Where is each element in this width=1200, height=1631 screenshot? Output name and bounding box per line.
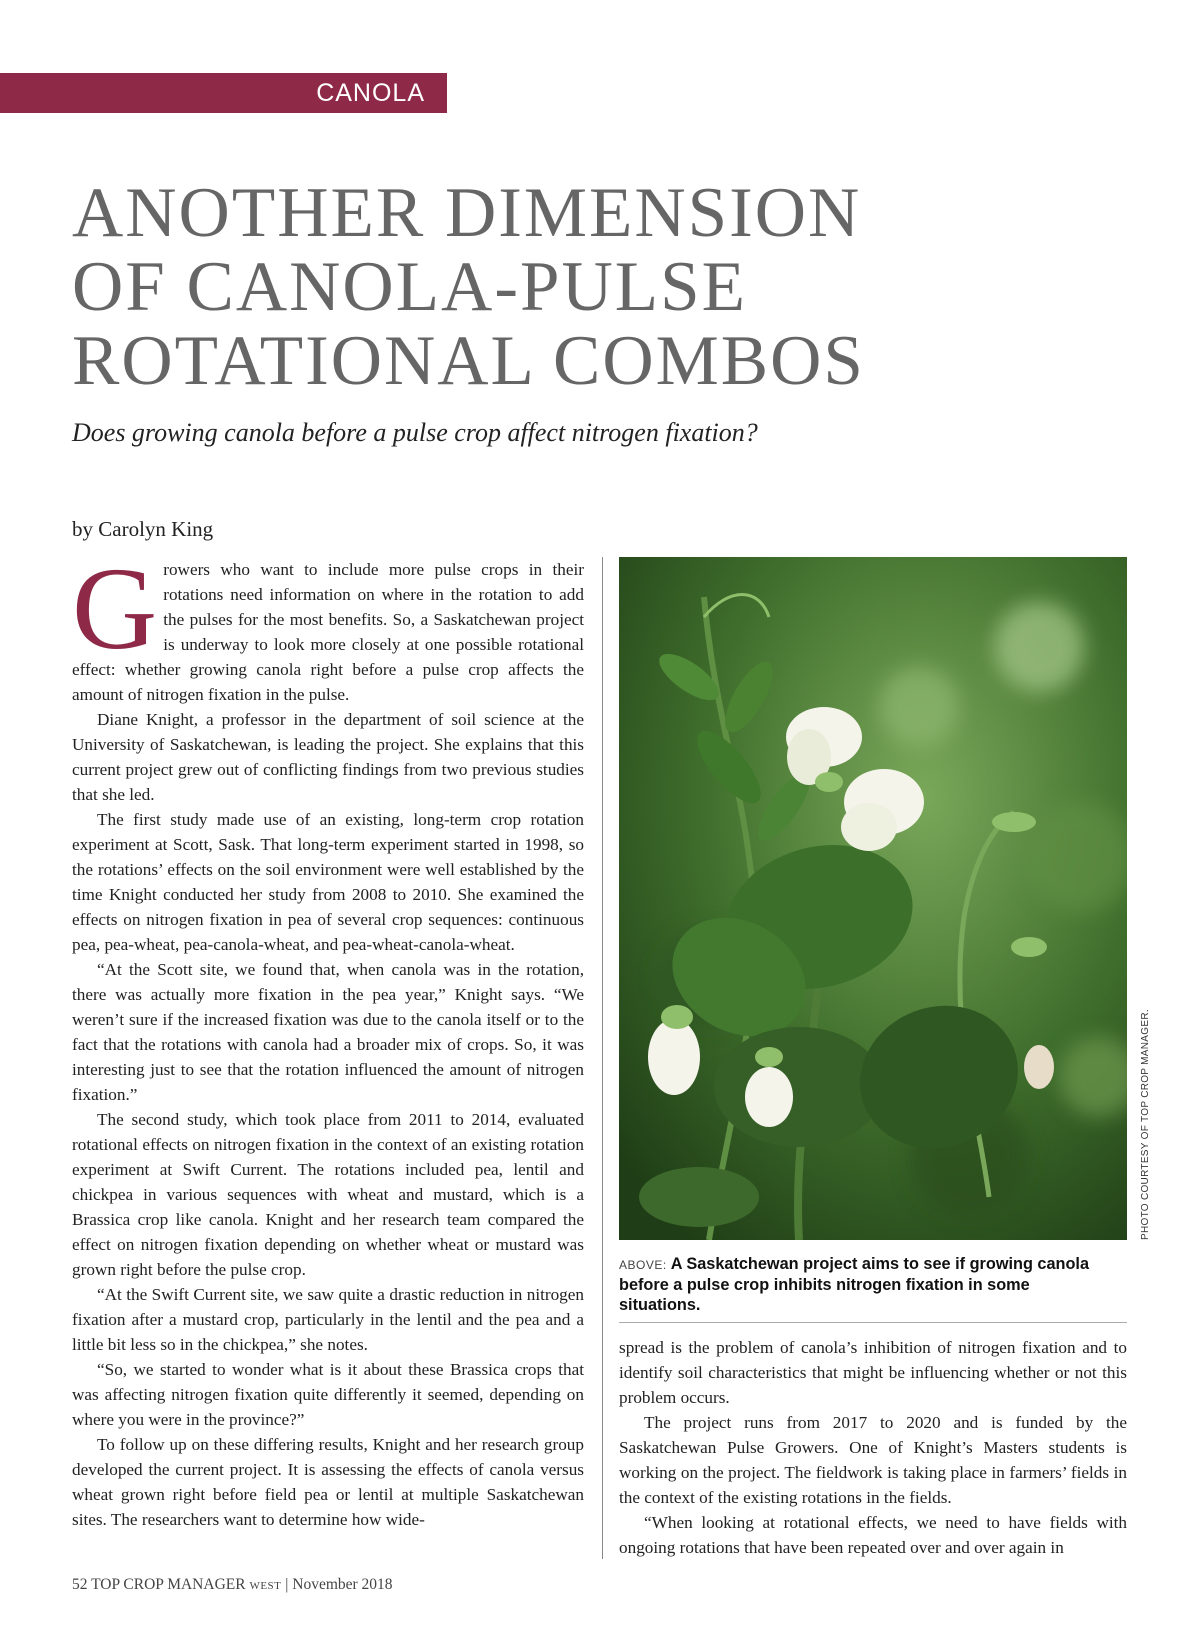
page-footer	[72, 1576, 393, 1594]
caption-lead: ABOVE:	[619, 1258, 667, 1272]
magazine-name: TOP CROP MANAGER	[91, 1576, 246, 1593]
paragraph: The second study, which took place from 2011 to 2014, evaluated rotational effects on nitrogen fixation in the context of an existing rotation experiment at Swift Current. The rotations included pea, lentil and chickpea in various sequences with wheat and mustard, which is a Brassica crop like canola. Knight and her research team compared the effect on nitrogen fixation depending on whether wheat or mustard was grown right before the pulse crop.	[72, 1110, 584, 1279]
pea-plant-photo	[619, 557, 1127, 1240]
deck-subtitle: Does growing canola before a pulse crop affect nitrogen fixation?	[72, 418, 758, 447]
paragraph: “At the Scott site, we found that, when canola was in the rotation, there was actually more fixation in the pea year,” Knight says. “We weren’t sure if the increased fixation was due to the canola itself or to the fact that the rotations with canola had a broader mix of crops. So, it was interesting just to see that the rotation influenced the amount of nitrogen fixation.”	[72, 960, 584, 1104]
section-label: CANOLA	[316, 79, 425, 107]
paragraph: spread is the problem of canola’s inhibition of nitrogen fixation and to identify soil characteristics that might be influencing whether or not this problem occurs.	[619, 1338, 1127, 1407]
paragraph: The project runs from 2017 to 2020 and is funded by the Saskatchewan Pulse Growers. One of Knight’s Masters students is working on the project. The fieldwork is taking place in farmers’ fields in the context of the existing rotations in the fields.	[619, 1413, 1127, 1507]
issue-date: November 2018	[292, 1576, 393, 1593]
headline-line-1: ANOTHER DIMENSION	[72, 174, 862, 252]
paragraph: The first study made use of an existing, long-term crop rotation experiment at Scott, Sask. That long-term experiment started in 1998, so the rotations’ effects on the soil environment were well established by the time Knight conducted her study from 2008 to 2010. She examined the effects on nitrogen fixation in pea of several crop sequences: continuous pea, pea-wheat, pea-canola-wheat, and pea-wheat-canola-wheat.	[72, 810, 584, 954]
headline	[72, 176, 972, 398]
paragraph: “When looking at rotational effects, we need to have fields with ongoing rotations that have been repeated over and over again in	[619, 1513, 1127, 1557]
photo-caption	[619, 1254, 1089, 1315]
paragraph: Diane Knight, a professor in the department of soil science at the University of Saskatchewan, is leading the project. She explains that this current project grew out of conflicting findings from two previous studies that she led.	[72, 710, 584, 804]
paragraph: To follow up on these differing results, Knight and her research group developed the current project. It is assessing the effects of canola versus wheat grown right before field pea or lentil at multiple Saskatchewan sites. The researchers want to determine how wide-	[72, 1435, 584, 1529]
caption-text: A Saskatchewan project aims to see if growing canola before a pulse crop inhibits nitrogen fixation in some situations.	[619, 1255, 1089, 1314]
magazine-edition: WEST	[249, 1580, 282, 1592]
headline-line-2: OF CANOLA-PULSE	[72, 248, 747, 326]
photo-credit: PHOTO COURTESY OF TOP CROP MANAGER.	[1140, 1009, 1151, 1240]
footer-separator: |	[285, 1576, 289, 1593]
page-number: 52	[72, 1576, 88, 1593]
byline: by Carolyn King	[72, 517, 214, 541]
section-band	[0, 73, 447, 113]
headline-line-3: ROTATIONAL COMBOS	[72, 322, 865, 400]
paragraph: “At the Swift Current site, we saw quite a drastic reduction in nitrogen fixation after a mustard crop, particularly in the lentil and the pea and a little bit less so in the chickpea,” she notes.	[72, 1285, 584, 1354]
left-column	[72, 543, 584, 1532]
column-divider	[602, 557, 603, 1559]
paragraph-1: Growers who want to include more pulse crops in their rotations need information on where in the rotation to add the pulses for the most benefits. So, a Saskatchewan project is underway to look more closely at one possible rotational effect: whether growing canola right before a pulse crop affects the amount of nitrogen fixation in the pulse.	[72, 543, 584, 704]
paragraph: “So, we started to wonder what is it about these Brassica crops that was affecting nitrogen fixation quite differently it seemed, depending on where you were in the province?”	[72, 1360, 584, 1429]
caption-divider	[619, 1322, 1127, 1323]
right-column	[619, 1335, 1127, 1560]
drop-cap: G	[72, 543, 158, 674]
